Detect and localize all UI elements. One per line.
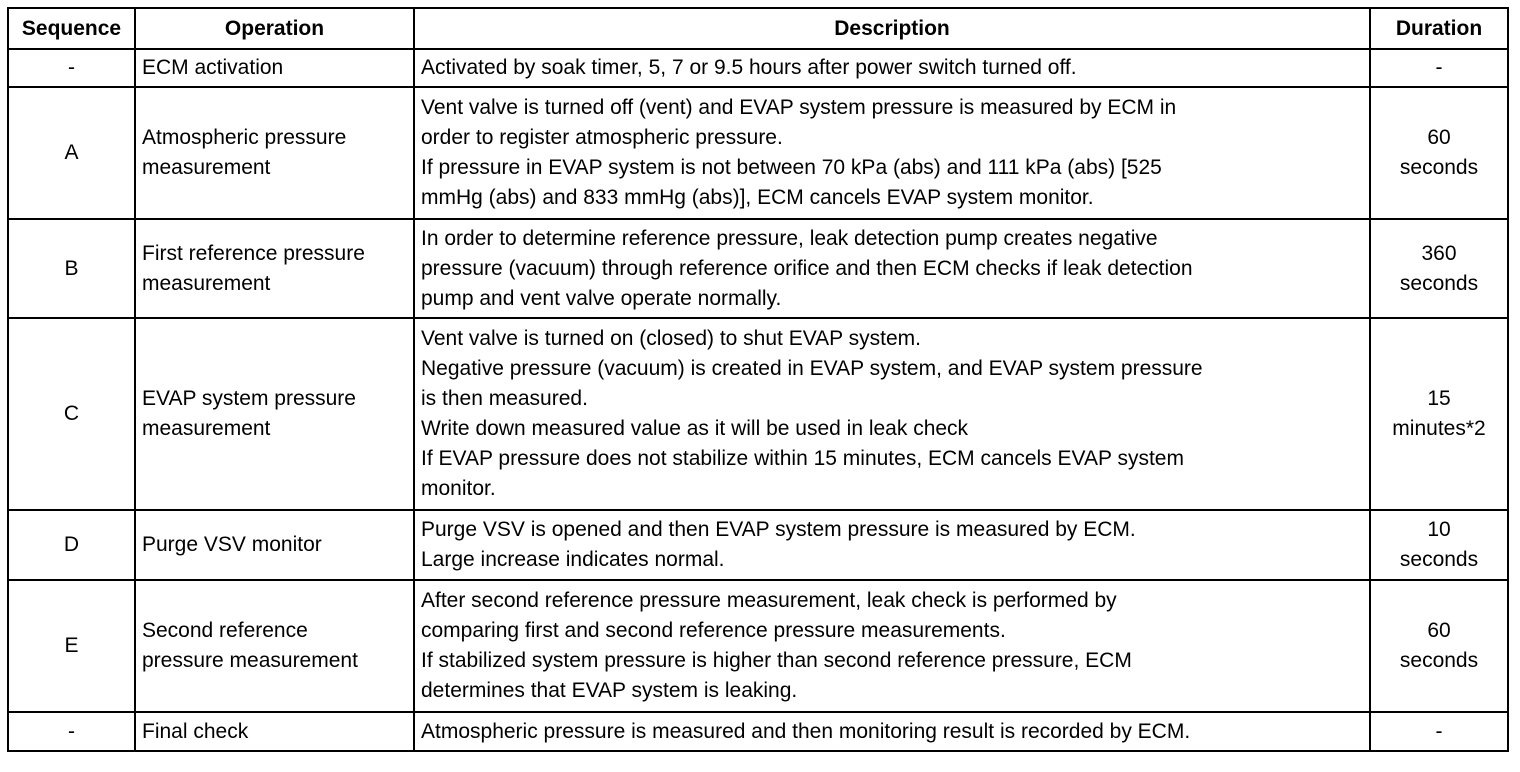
duration-cell	[1370, 219, 1508, 318]
operation-line: ECM activation	[142, 56, 284, 79]
operation-line: First reference pressure	[142, 241, 365, 265]
description-line: In order to determine reference pressure, leak detection pump creates negative	[421, 226, 1158, 250]
duration-cell	[1370, 510, 1508, 580]
operation-line: Purge VSV monitor	[142, 533, 322, 556]
operation-line: Final check	[142, 719, 249, 743]
operation-cell	[135, 49, 414, 87]
description-cell	[414, 580, 1370, 712]
duration-line: seconds	[1399, 271, 1479, 295]
duration-cell	[1370, 49, 1508, 87]
operation-cell	[135, 219, 414, 318]
sequence-cell: E	[8, 580, 135, 712]
description-cell	[414, 712, 1370, 751]
description-line: pressure (vacuum) through reference orifice and then ECM checks if leak detection	[421, 256, 1193, 280]
sequence-cell: D	[8, 510, 135, 580]
duration-line: 360	[1421, 241, 1457, 265]
duration-line: 10	[1427, 518, 1451, 541]
description-cell	[414, 318, 1370, 510]
duration-cell	[1370, 87, 1508, 219]
operation-cell	[135, 510, 414, 580]
description-line: pump and vent valve operate normally.	[421, 286, 782, 310]
description-line: Vent valve is turned off (vent) and EVAP system pressure is measured by ECM in	[421, 96, 1177, 119]
sequence-cell: A	[8, 87, 135, 219]
description-line: is then measured.	[421, 387, 588, 410]
description-line: Large increase indicates normal.	[421, 548, 725, 571]
table-row	[8, 580, 1508, 712]
description-line: Negative pressure (vacuum) is created in EVAP system, and EVAP system pressure	[421, 357, 1203, 380]
duration-cell	[1370, 712, 1508, 751]
operation-cell	[135, 580, 414, 712]
duration-line: 60	[1427, 126, 1451, 149]
duration-line: minutes*2	[1392, 417, 1486, 440]
sequence-cell: -	[8, 49, 135, 87]
description-line: After second reference pressure measurement, leak check is performed by	[421, 589, 1117, 612]
duration-cell	[1370, 580, 1508, 712]
description-line: order to register atmospheric pressure.	[421, 126, 783, 149]
header-sequence: Sequence	[8, 8, 135, 49]
duration-line: -	[1435, 56, 1443, 79]
description-line: Atmospheric pressure is measured and then monitoring result is recorded by ECM.	[421, 719, 1191, 743]
table-row	[8, 87, 1508, 219]
operation-line: EVAP system pressure	[142, 387, 356, 410]
description-line: comparing first and second reference pressure measurements.	[421, 619, 1006, 642]
description-line: If EVAP pressure does not stabilize within 15 minutes, ECM cancels EVAP system	[421, 447, 1184, 470]
description-line: Activated by soak timer, 5, 7 or 9.5 hours after power switch turned off.	[421, 56, 1077, 79]
duration-cell	[1370, 318, 1508, 510]
table-header-row	[8, 8, 1508, 49]
operation-line: Atmospheric pressure	[142, 126, 347, 149]
sequence-cell: B	[8, 219, 135, 318]
description-line: Write down measured value as it will be used in leak check	[421, 417, 969, 440]
operation-line: pressure measurement	[142, 649, 358, 672]
description-line: Vent valve is turned on (closed) to shut EVAP system.	[421, 327, 921, 350]
operation-line: measurement	[142, 271, 271, 295]
sequence-cell: -	[8, 712, 135, 751]
duration-line: seconds	[1399, 548, 1479, 571]
description-line: Purge VSV is opened and then EVAP system pressure is measured by ECM.	[421, 518, 1136, 541]
description-cell	[414, 219, 1370, 318]
description-line: If stabilized system pressure is higher than second reference pressure, ECM	[421, 649, 1132, 672]
description-cell	[414, 87, 1370, 219]
header-description: Description	[414, 8, 1370, 49]
operation-line: measurement	[142, 417, 271, 440]
table-row	[8, 49, 1508, 87]
operation-line: measurement	[142, 156, 271, 179]
operation-line: Second reference	[142, 619, 308, 642]
operation-cell	[135, 87, 414, 219]
operation-cell	[135, 712, 414, 751]
description-line: determines that EVAP system is leaking.	[421, 679, 798, 702]
table-row	[8, 712, 1508, 751]
description-line: monitor.	[421, 477, 496, 500]
header-operation: Operation	[135, 8, 414, 49]
description-cell	[414, 49, 1370, 87]
header-duration: Duration	[1370, 8, 1508, 49]
operation-cell	[135, 318, 414, 510]
duration-line: seconds	[1399, 156, 1479, 179]
table-row	[8, 510, 1508, 580]
evap-monitor-table	[7, 7, 1509, 752]
duration-line: 60	[1427, 619, 1451, 642]
table-row	[8, 318, 1508, 510]
duration-line: 15	[1427, 387, 1451, 410]
description-line: mmHg (abs) and 833 mmHg (abs)], ECM cancels EVAP system monitor.	[421, 186, 1094, 209]
description-cell	[414, 510, 1370, 580]
duration-line: seconds	[1399, 649, 1479, 672]
description-line: If pressure in EVAP system is not between 70 kPa (abs) and 111 kPa (abs) [525	[421, 156, 1162, 179]
duration-line: -	[1435, 719, 1443, 743]
table-row	[8, 219, 1508, 318]
sequence-cell: C	[8, 318, 135, 510]
